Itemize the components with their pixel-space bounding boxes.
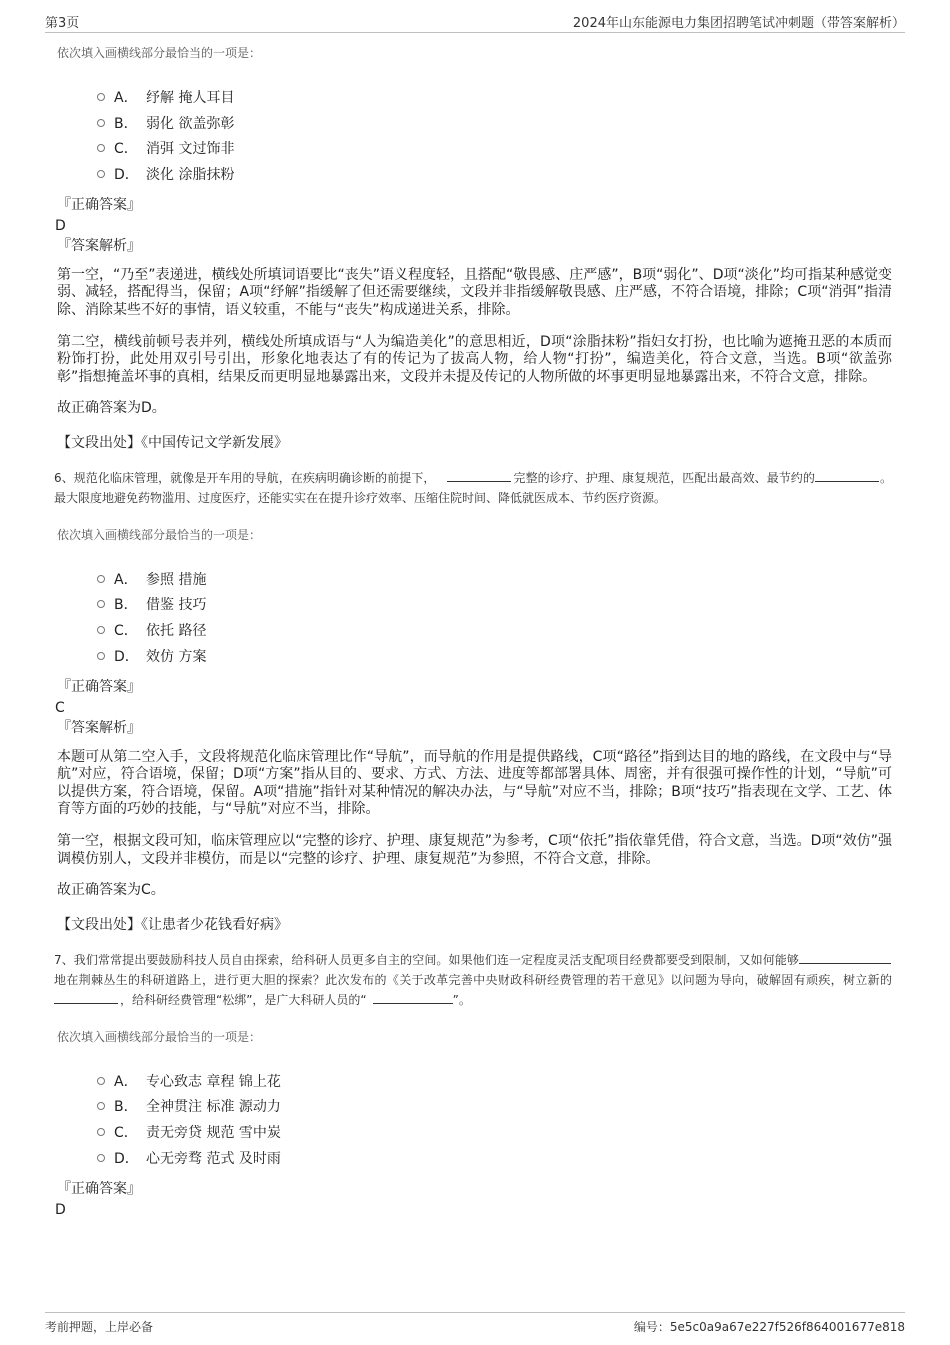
q6-source: 【文段出处】《让患者少花钱看好病》	[57, 916, 288, 933]
correct-answer-label: 『正确答案』	[57, 196, 141, 213]
radio-icon[interactable]	[97, 600, 105, 608]
radio-icon[interactable]	[97, 93, 105, 101]
correct-answer-label: 『正确答案』	[57, 678, 141, 695]
q6-option-a[interactable]: A． 参照 措施	[97, 566, 892, 592]
page-number: 第3页	[45, 16, 80, 31]
q7-option-d[interactable]: D． 心无旁骛 范式 及时雨	[97, 1145, 892, 1171]
question-instruction: 依次填入画横线部分最恰当的一项是：	[57, 46, 262, 60]
q6-options	[97, 566, 892, 669]
radio-icon[interactable]	[97, 1077, 105, 1085]
blank-line	[54, 991, 118, 1004]
q7-answer: D	[55, 1201, 66, 1218]
blank-line	[799, 951, 891, 964]
q5-option-b[interactable]: B． 弱化 欲盖弥彰	[97, 110, 892, 136]
page-content	[54, 44, 892, 1220]
blank-line	[815, 469, 879, 482]
page-footer	[45, 1312, 905, 1335]
radio-icon[interactable]	[97, 144, 105, 152]
q7-option-a[interactable]: A． 专心致志 章程 锦上花	[97, 1068, 892, 1094]
question-instruction: 依次填入画横线部分最恰当的一项是：	[57, 527, 262, 542]
q6-option-c[interactable]: C． 依托 路径	[97, 617, 892, 643]
q5-analysis-para-1: 第一空，“乃至”表递进，横线处所填词语要比“丧失”语义程度轻，且搭配“敬畏感、庄严感”，B项“弱化”、D项“淡化”均可指某种感觉变弱、减轻，搭配得当，保留；A项“纾解”指缓解了但还需要继续，文段并非指缓解敬畏感、庄严感，不符合语境，排除；C项“消弭”指清除、消除某些不好的事情，语义较重，不能与“丧失”构成递进关系，排除。	[57, 266, 892, 318]
document-title: 2024年山东能源电力集团招聘笔试冲刺题（带答案解析）	[572, 16, 905, 31]
analysis-label: 『答案解析』	[57, 719, 141, 736]
question-instruction: 依次填入画横线部分最恰当的一项是：	[57, 1029, 262, 1044]
q5-answer: D	[55, 217, 66, 234]
q6-analysis-para-2: 第一空，根据文段可知，临床管理应以“完整的诊疗、护理、康复规范”为参考，C项“依托”指依靠凭借，符合文意，当选。D项“效仿”强调模仿别人，文段并非模仿，而是以“完整的诊疗、护理、康复规范”为参照，不符合文意，排除。	[57, 833, 892, 867]
q5-analysis-para-2: 第二空，横线前顿号表并列，横线处所填成语与“人为编造美化”的意思相近，D项“涂脂抹粉”指妇女打扮，也比喻为遮掩丑恶的本质而粉饰打扮，此处用双引号引出，形象化地表达了有的传记为了拔高人物，给人物“打扮”，编造美化，符合文意，当选。B项“欲盖弥彰”指想掩盖坏事的真相，结果反而更明显地暴露出来，文段并未提及传记的人物所做的坏事更明显地暴露出来，不符合文意，排除。	[57, 333, 892, 385]
q7-option-b[interactable]: B． 全神贯注 标准 源动力	[97, 1094, 892, 1120]
q6-option-d[interactable]: D． 效仿 方案	[97, 643, 892, 669]
analysis-label: 『答案解析』	[57, 237, 141, 254]
q7-option-c[interactable]: C． 责无旁贷 规范 雪中炭	[97, 1119, 892, 1145]
q5-option-c[interactable]: C． 消弭 文过饰非	[97, 135, 892, 161]
radio-icon[interactable]	[97, 575, 105, 583]
q6-answer: C	[55, 699, 65, 716]
radio-icon[interactable]	[97, 119, 105, 127]
footer-slogan: 考前押题，上岸必备	[45, 1320, 154, 1334]
document-code: 编号：5e5c0a9a67e227f526f864001677e818	[633, 1320, 905, 1334]
q6-option-b[interactable]: B． 借鉴 技巧	[97, 592, 892, 618]
q5-option-a[interactable]: A． 纾解 掩人耳目	[97, 84, 892, 110]
radio-icon[interactable]	[97, 170, 105, 178]
radio-icon[interactable]	[97, 1128, 105, 1136]
blank-line	[373, 991, 453, 1004]
radio-icon[interactable]	[97, 626, 105, 634]
q7-stem: 7、我们常常提出要鼓励科技人员自由探索，给科研人员更多自主的空间。如果他们连一定程度灵活支配项目经费都要受到限制，又如何能够地在荆棘丛生的科研道路上，进行更大胆的探索？此次发布的《关于改革完善中央财政科研经费管理的若干意见》以问题为导向，破解固有顽疾，树立新的，给科研经费管理“松绑”，是广大科研人员的“ ”。	[54, 952, 892, 1007]
q5-options	[97, 84, 892, 187]
page-header	[45, 12, 905, 33]
q5-analysis-conclusion: 故正确答案为D。	[57, 400, 166, 417]
radio-icon[interactable]	[97, 1102, 105, 1110]
radio-icon[interactable]	[97, 652, 105, 660]
q5-option-d[interactable]: D． 淡化 涂脂抹粉	[97, 161, 892, 187]
blank-line	[447, 469, 511, 482]
q6-analysis-para-1: 本题可从第二空入手，文段将规范化临床管理比作“导航”，而导航的作用是提供路线，C项“路径”指到达目的地的路线，在文段中与“导航”对应，符合语境，保留；D项“方案”指从目的、要求、方式、方法、进度等都部署具体、周密，并有很强可操作性的计划，“导航”可以提供方案，符合语境，保留。A项“措施”指针对某种情况的解决办法，与“导航”对应不当，排除；B项“技巧”指表现在文学、工艺、体育等方面的巧妙的技能，与“导航”对应不当，排除。	[57, 748, 892, 818]
q5-source: 【文段出处】《中国传记文学新发展》	[57, 434, 288, 451]
q6-stem: 6、规范化临床管理，就像是开车用的导航，在疾病明确诊断的前提下， 完整的诊疗、护理、康复规范，匹配出最高效、最节约的 。最大限度地避免药物滥用、过度医疗，还能实实在在提升诊疗效率、压缩住院时间、降低就医成本、节约医疗资源。	[54, 470, 892, 505]
radio-icon[interactable]	[97, 1154, 105, 1162]
q6-analysis-conclusion: 故正确答案为C。	[57, 882, 165, 899]
correct-answer-label: 『正确答案』	[57, 1180, 141, 1197]
q7-options	[97, 1068, 892, 1171]
